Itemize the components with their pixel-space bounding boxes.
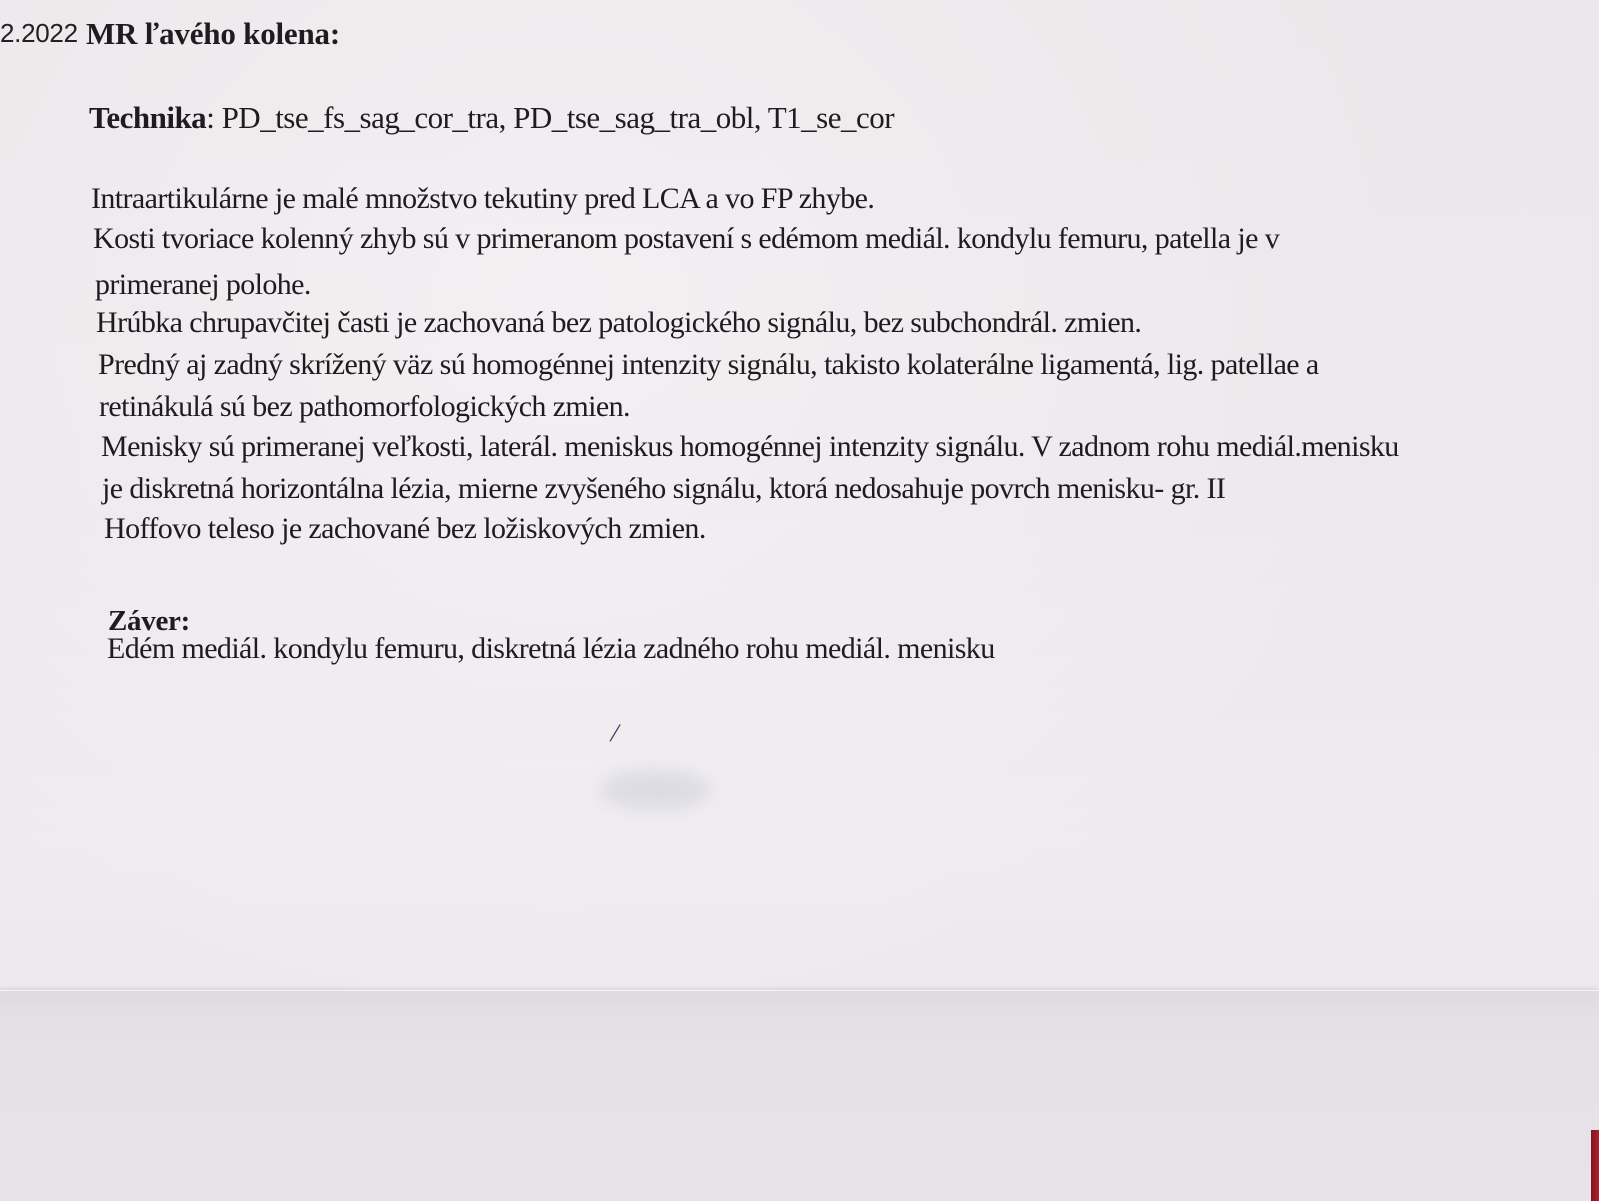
findings-line: Predný aj zadný skrížený väz sú homogénnej intenzity signálu, takisto kolaterálne ligamentá, lig. patellae a [98, 348, 1319, 381]
findings-line: je diskretná horizontálna lézia, mierne zvyšeného signálu, ktorá nedosahuje povrch menisku- gr. II [102, 472, 1226, 505]
ink-smudge [600, 770, 710, 810]
findings-line: primeranej polohe. [95, 268, 311, 301]
conclusion-heading: Záver: [108, 605, 190, 637]
findings-line: retinákulá sú bez pathomorfologických zmien. [99, 390, 630, 423]
findings-line: Kosti tvoriace kolenný zhyb sú v primeranom postavení s edémom mediál. kondylu femuru, patella je v [93, 222, 1280, 255]
findings-line: Hrúbka chrupavčitej časti je zachovaná bez patologického signálu, bez subchondrál. zmien. [96, 306, 1142, 339]
pen-mark-icon: / [607, 717, 623, 750]
findings-line: Menisky sú primeranej veľkosti, laterál. meniskus homogénnej intenzity signálu. V zadnom rohu mediál.menisku [101, 430, 1399, 463]
technique-label: Technika [89, 100, 207, 135]
report-title: MR ľavého kolena: [86, 16, 340, 51]
paper-fold [0, 990, 1599, 1201]
technique-separator: : [206, 100, 215, 135]
technique-line [89, 100, 894, 136]
findings-line: Intraartikulárne je malé množstvo tekutiny pred LCA a vo FP zhybe. [91, 182, 875, 215]
technique-value: PD_tse_fs_sag_cor_tra, PD_tse_sag_tra_obl, T1_se_cor [221, 100, 895, 135]
red-edge [1591, 1130, 1599, 1201]
findings-line: Hoffovo teleso je zachované bez ložiskových zmien. [104, 512, 706, 545]
report-date: 2.2022 [0, 18, 78, 48]
conclusion-text: Edém mediál. kondylu femuru, diskretná lézia zadného rohu mediál. menisku [107, 632, 995, 665]
